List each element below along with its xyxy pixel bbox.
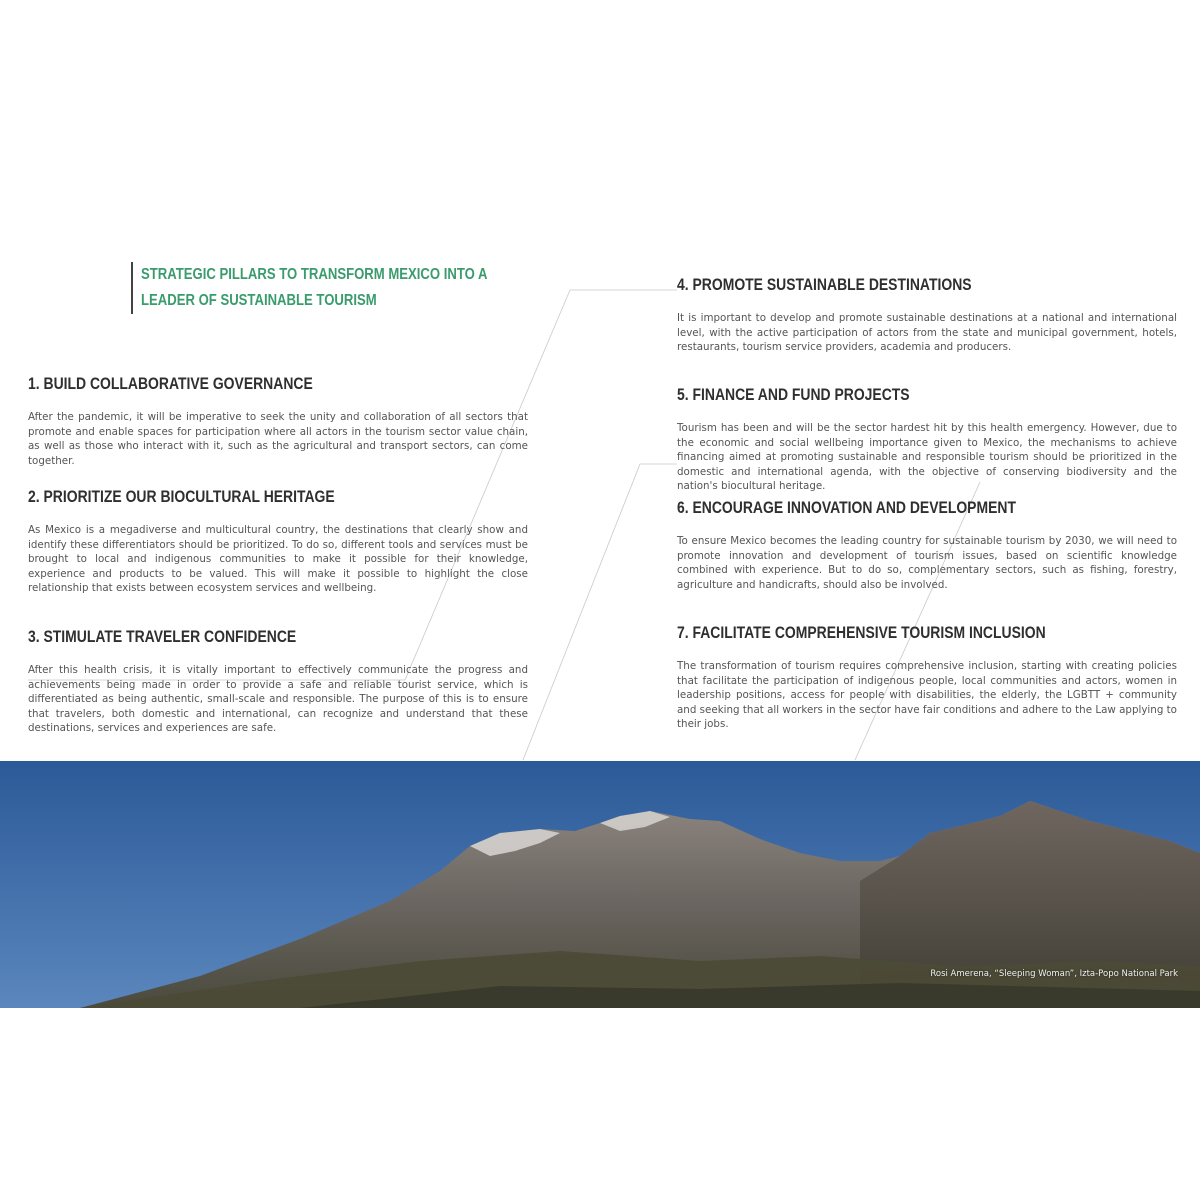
pillar-3-body: After this health crisis, it is vitally important to effectively communicate the progress and achievements being made in order to provide a safe and reliable tourist service, which is differentiated as being authentic, small-scale and responsible. The purpose of this is to ensure that travelers, both domestic and international, can recognize and understand that these destinations, services and experiences are safe.	[28, 664, 528, 735]
photo-caption: Rosi Amerena, “Sleeping Woman”, Izta-Popo National Park	[930, 969, 1178, 979]
pillar-3-heading: 3. STIMULATE TRAVELER CONFIDENCE	[28, 627, 297, 646]
pillar-5	[677, 385, 1177, 494]
pillar-2-body: As Mexico is a megadiverse and multicultural country, the destinations that clearly show and identify these differentiators should be prioritized. To do so, different tools and services must be brought to local and indigenous communities to make it possible for their knowledge, experience and products to be valued. This will make it possible to highlight the close relationship that exists between ecosystem services and wellbeing.	[28, 524, 528, 595]
pillar-5-heading: 5. FINANCE AND FUND PROJECTS	[677, 385, 910, 404]
pillar-1	[28, 374, 528, 468]
section-title	[131, 262, 561, 314]
mountain-photo	[0, 761, 1200, 1008]
pillar-2-heading: 2. PRIORITIZE OUR BIOCULTURAL HERITAGE	[28, 487, 335, 506]
pillar-6-body: To ensure Mexico becomes the leading country for sustainable tourism by 2030, we will need to promote innovation and development of tourism issues, based on scientific knowledge combined with experience. But to do so, complementary sectors, such as fishing, forestry, agriculture and handicrafts, should also be involved.	[677, 535, 1177, 591]
pillar-4-heading: 4. PROMOTE SUSTAINABLE DESTINATIONS	[677, 275, 972, 294]
pillar-1-body: After the pandemic, it will be imperative to seek the unity and collaboration of all sectors that promote and enable spaces for participation where all actors in the tourism sector value chain, as well as those who interact with it, such as the agricultural and transport sectors, can come together.	[28, 411, 528, 467]
pillar-7-heading: 7. FACILITATE COMPREHENSIVE TOURISM INCLUSION	[677, 623, 1046, 642]
pillar-1-heading: 1. BUILD COLLABORATIVE GOVERNANCE	[28, 374, 313, 393]
pillar-6-heading: 6. ENCOURAGE INNOVATION AND DEVELOPMENT	[677, 498, 1016, 517]
pillar-7	[677, 623, 1177, 732]
pillar-4	[677, 275, 1177, 355]
pillar-6	[677, 498, 1177, 592]
pillar-5-body: Tourism has been and will be the sector hardest hit by this health emergency. However, due to the economic and social wellbeing importance given to Mexico, the mechanisms to achieve financing aimed at promoting sustainable and responsible tourism should be prioritized in the domestic and international agenda, with the objective of conserving biodiversity and the nation's biocultural heritage.	[677, 422, 1177, 493]
section-title-line-2: LEADER OF SUSTAINABLE TOURISM	[141, 292, 377, 309]
pillar-3	[28, 627, 528, 736]
pillar-2	[28, 487, 528, 596]
section-title-line-1: STRATEGIC PILLARS TO TRANSFORM MEXICO INTO A	[141, 266, 488, 283]
pillar-7-body: The transformation of tourism requires comprehensive inclusion, starting with creating policies that facilitate the participation of indigenous people, local communities and actors, women in leadership positions, access for people with disabilities, the elderly, the LGBTT + community and seeking that all workers in the sector have fair conditions and adhere to the Law applying to their jobs.	[677, 660, 1177, 731]
pillar-4-body: It is important to develop and promote sustainable destinations at a national and international level, with the active participation of actors from the state and municipal government, hotels, restaurants, tourism service providers, academia and producers.	[677, 312, 1177, 354]
